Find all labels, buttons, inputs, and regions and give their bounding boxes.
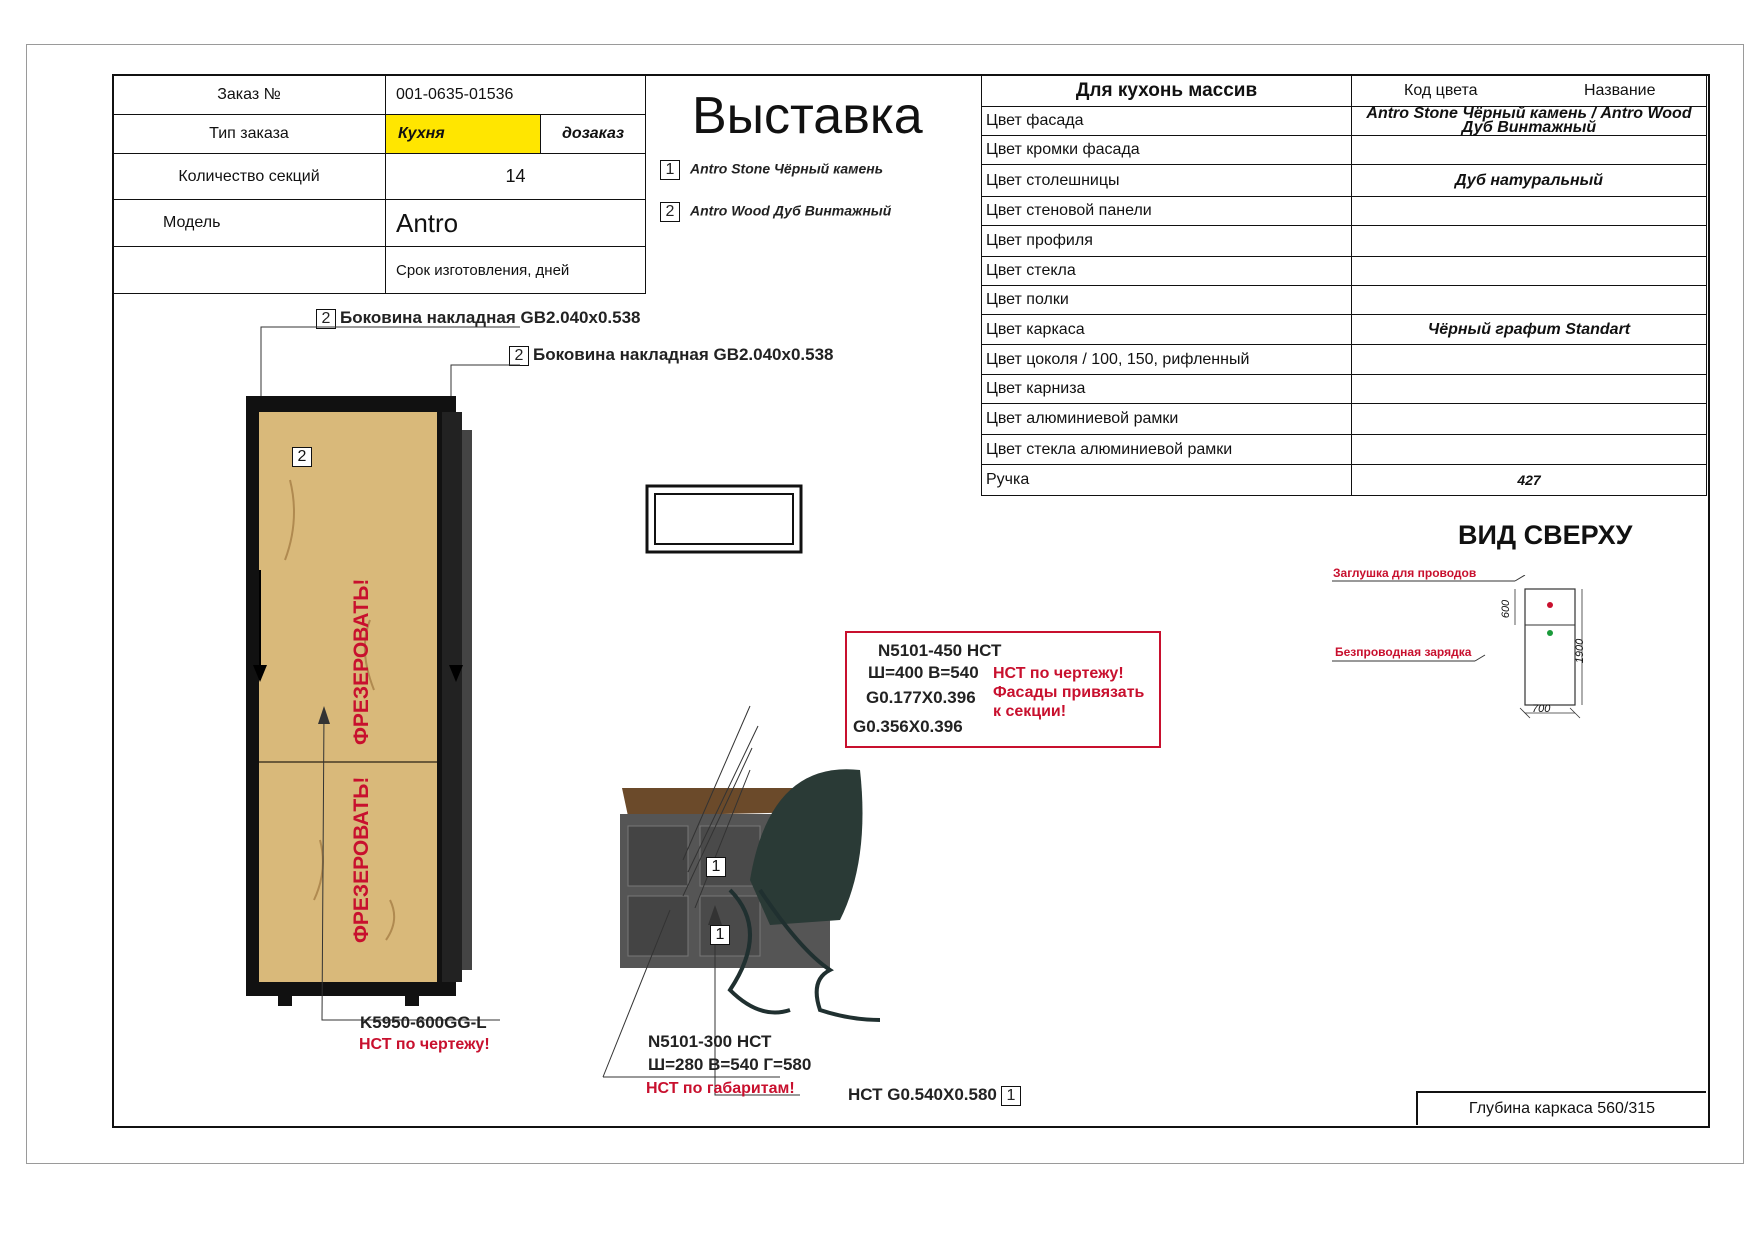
side-label-2-text: Боковина накладная GB2.040x0.538 xyxy=(533,345,834,364)
side-num-1: 2 xyxy=(316,309,336,329)
wall-shelf-drawing xyxy=(645,484,805,556)
top-view-title: ВИД СВЕРХУ xyxy=(1458,520,1633,550)
row-label-glass: Цвет стекла xyxy=(982,257,1352,286)
row-value-alu-frame xyxy=(1352,404,1707,435)
term-label: Срок изготовления, дней xyxy=(386,247,646,294)
order-table xyxy=(112,75,646,294)
side-num-2: 2 xyxy=(509,346,529,366)
depth-label: Глубина каркаса 560/315 xyxy=(1416,1091,1706,1125)
row-label-countertop: Цвет столешницы xyxy=(982,165,1352,197)
mill-label-2: ФРЕЗЕРОВАТЬ! xyxy=(350,776,373,943)
row-value-handle: 427 xyxy=(1352,465,1707,496)
cabinet-code: K5950-600GG-L xyxy=(360,1013,487,1032)
side-label-2 xyxy=(509,345,834,366)
legend-number-1: 1 xyxy=(660,160,680,180)
row-label-alu-glass: Цвет стекла алюминиевой рамки xyxy=(982,435,1352,465)
row-label-alu-frame: Цвет алюминиевой рамки xyxy=(982,404,1352,435)
row-label-shelf: Цвет полки xyxy=(982,286,1352,315)
dim-600: 600 xyxy=(1500,599,1513,619)
row-value-shelf xyxy=(1352,286,1707,315)
empty-cell xyxy=(113,247,386,294)
row-label-plinth: Цвет цоколя / 100, 150, рифленный xyxy=(982,345,1352,375)
legend-item-1 xyxy=(660,160,883,180)
exhibition-title: Выставка xyxy=(692,87,923,145)
spec-7-text: НСТ G0.540X0.580 xyxy=(848,1085,997,1104)
note-4: НСТ по габаритам! xyxy=(646,1080,795,1097)
row-label-facade: Цвет фасада xyxy=(982,107,1352,136)
row-value-alu-glass xyxy=(1352,435,1707,465)
model-value: Antro xyxy=(386,200,646,247)
mill-label-1: ФРЕЗЕРОВАТЬ! xyxy=(350,578,373,745)
note-1: НСТ по чертежу! xyxy=(993,665,1124,682)
colors-table xyxy=(981,75,1707,496)
col-name-label: Название xyxy=(1584,82,1656,99)
side-label-1-text: Боковина накладная GB2.040x0.538 xyxy=(340,308,641,327)
cabinet-note: НСТ по чертежу! xyxy=(359,1036,490,1053)
dim-700: 700 xyxy=(1532,703,1551,715)
row-label-carcass: Цвет каркаса xyxy=(982,315,1352,345)
cabinet-drawing xyxy=(230,320,520,1040)
colors-table-header: Для кухонь массив xyxy=(982,76,1352,107)
order-type-value: Кухня xyxy=(386,115,541,154)
spec-1: N5101-450 НСТ xyxy=(878,641,1002,660)
row-value-wall-panel xyxy=(1352,197,1707,226)
spec-5: N5101-300 НСТ xyxy=(648,1032,772,1051)
wireless-label: Безпроводная зарядка xyxy=(1335,645,1472,659)
colors-table-columns xyxy=(1352,76,1707,107)
note-3: к секции! xyxy=(993,703,1067,720)
legend-item-2 xyxy=(660,202,891,222)
spec-6: Ш=280 В=540 Г=580 xyxy=(648,1055,812,1074)
model-label: Модель xyxy=(113,200,386,247)
row-value-carcass: Чёрный графит Standart xyxy=(1352,315,1707,345)
spec-2: Ш=400 В=540 xyxy=(868,663,979,682)
plug-label: Заглушка для проводов xyxy=(1333,566,1477,580)
legend-text-2: Antro Wood Дуб Винтажный xyxy=(690,202,892,219)
row-value-profile xyxy=(1352,226,1707,257)
order-no-label: Заказ № xyxy=(113,76,386,115)
row-value-cornice xyxy=(1352,375,1707,404)
spec-7 xyxy=(848,1085,1031,1106)
row-value-glass xyxy=(1352,257,1707,286)
legend-number-2: 2 xyxy=(660,202,680,222)
spec-3: G0.177X0.396 xyxy=(866,688,976,707)
row-value-edge xyxy=(1352,136,1707,165)
row-value-facade: Antro Stone Чёрный камень / Antro Wood Дуб Винтажный xyxy=(1352,107,1707,136)
row-value-countertop: Дуб натуральный xyxy=(1352,165,1707,197)
row-label-profile: Цвет профиля xyxy=(982,226,1352,257)
panel-num: 2 xyxy=(292,447,312,467)
drawer-num-2: 1 xyxy=(710,925,730,945)
order-no-value: 001-0635-01536 xyxy=(386,76,646,115)
row-label-edge: Цвет кромки фасада xyxy=(982,136,1352,165)
row-label-wall-panel: Цвет стеновой панели xyxy=(982,197,1352,226)
dim-1900: 1900 xyxy=(1574,638,1587,664)
top-view-drawing xyxy=(1320,575,1600,735)
order-type-extra: дозаказ xyxy=(541,115,646,154)
order-type-label: Тип заказа xyxy=(113,115,386,154)
row-label-cornice: Цвет карниза xyxy=(982,375,1352,404)
drawer-num-1: 1 xyxy=(706,857,726,877)
sections-value: 14 xyxy=(386,154,646,200)
note-2: Фасады привязать xyxy=(993,684,1145,701)
legend-text-1: Antro Stone Чёрный камень xyxy=(690,160,884,177)
spec-7-num: 1 xyxy=(1001,1086,1021,1106)
spec-4: G0.356X0.396 xyxy=(853,717,963,736)
col-code-label: Код цвета xyxy=(1404,82,1478,99)
sections-label: Количество секций xyxy=(113,154,386,200)
row-value-plinth xyxy=(1352,345,1707,375)
row-label-handle: Ручка xyxy=(982,465,1352,496)
